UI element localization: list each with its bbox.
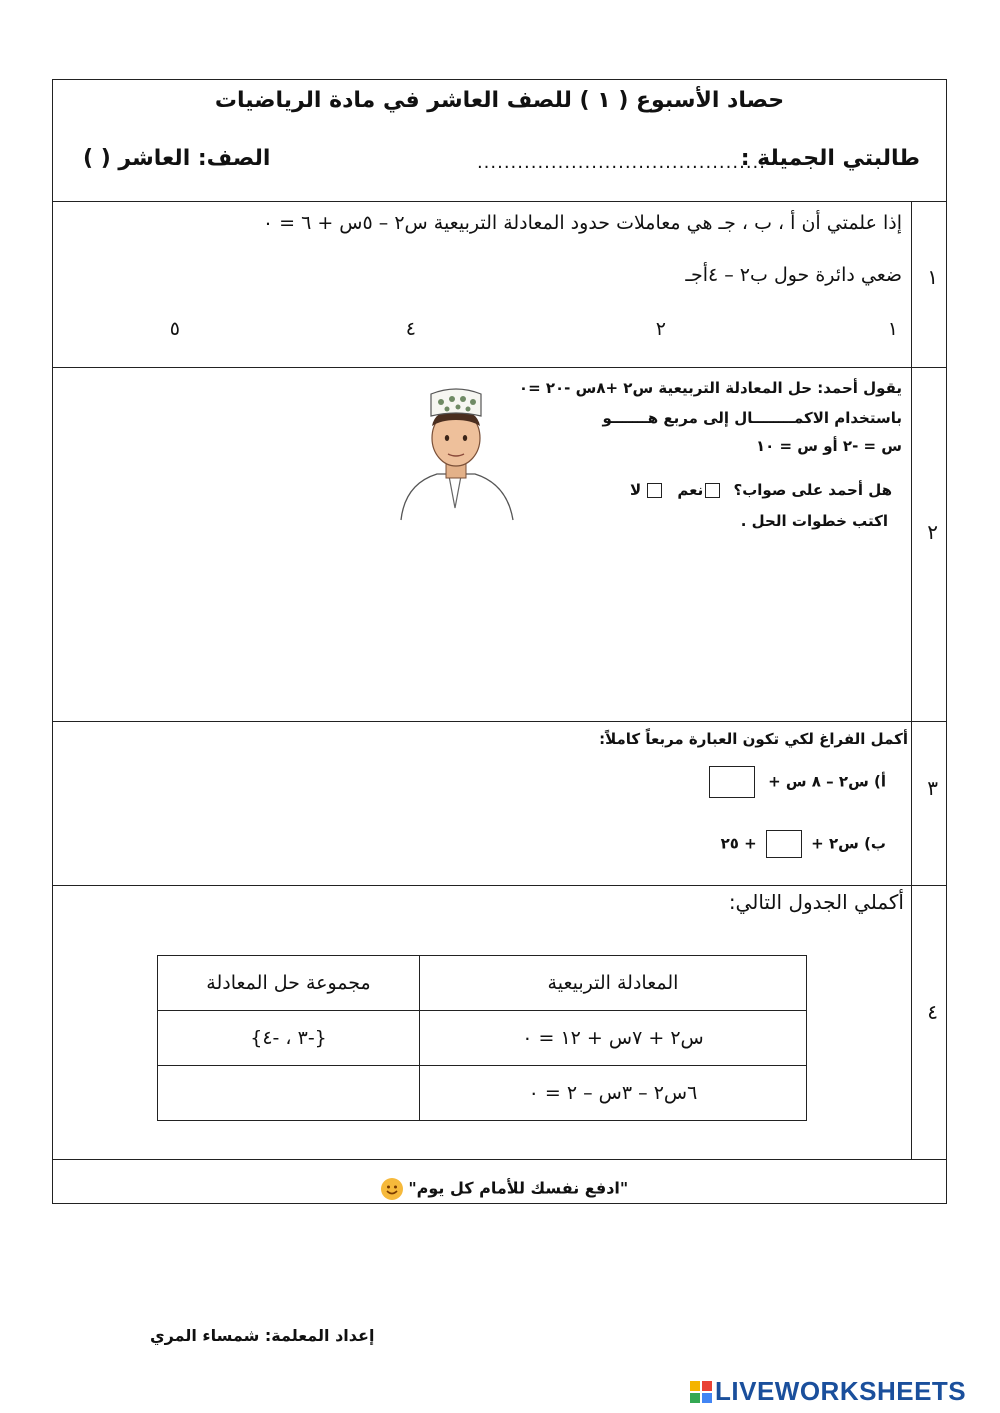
- part-b-expression-start: س٢ +: [811, 834, 859, 853]
- question-2-statement: يقول أحمد: حل المعادلة التربيعية س٢ +٨س -٢٠ =٠: [518, 379, 902, 397]
- part-a-answer-box[interactable]: [709, 766, 755, 798]
- teacher-credit: إعداد المعلمة: شمساء المري: [150, 1326, 375, 1345]
- question-1-instruction: ضعي دائرة حول ب٢ – ٤أجـ: [685, 264, 902, 286]
- part-b-label: ب): [864, 834, 886, 853]
- divider: [53, 1159, 946, 1160]
- question-4-instruction: أكملي الجدول التالي:: [728, 890, 904, 914]
- part-a-label: أ): [874, 772, 886, 791]
- divider: [53, 885, 946, 886]
- worksheet-title: حصاد الأسبوع ( ١ ) للصف العاشر في مادة الرياضيات: [214, 88, 785, 113]
- no-checkbox[interactable]: [647, 483, 662, 498]
- yes-checkbox[interactable]: [705, 483, 720, 498]
- table-cell-answer-input[interactable]: [158, 1066, 420, 1121]
- question-2-question: هل أحمد على صواب؟: [733, 481, 892, 499]
- option-2[interactable]: ٢: [655, 318, 666, 340]
- question-2-instruction: اكتب خطوات الحل .: [740, 512, 888, 530]
- worksheet: [52, 79, 947, 1204]
- question-number-4: ٤: [927, 1000, 938, 1024]
- liveworksheets-logo-icon: [690, 1381, 712, 1403]
- table-cell-equation: س٢ + ٧س + ١٢ = ٠: [420, 1011, 807, 1066]
- part-b-expression-end: + ٢٥: [720, 834, 757, 853]
- brand-logo[interactable]: [690, 1376, 966, 1407]
- table-header-row: [158, 956, 807, 1011]
- part-b-answer-box[interactable]: [766, 830, 802, 858]
- brand-name: LIVEWORKSHEETS: [715, 1376, 967, 1406]
- table-header: مجموعة حل المعادلة: [158, 956, 420, 1011]
- divider: [53, 201, 946, 202]
- table-header: المعادلة التربيعية: [420, 956, 807, 1011]
- divider: [53, 367, 946, 368]
- table-cell-equation: ٦س٢ – ٣س – ٢ = ٠: [420, 1066, 807, 1121]
- table-row: [158, 1011, 807, 1066]
- question-3-part-b: [721, 830, 886, 858]
- option-1[interactable]: ١: [887, 318, 898, 340]
- quote-text: "ادفع نفسك للأمام كل يوم": [408, 1178, 629, 1198]
- student-name-line[interactable]: ...........................................: [476, 152, 766, 173]
- question-number-2: ٢: [927, 520, 938, 544]
- question-3-instruction: أكمل الفراغ لكي تكون العبارة مربعاً كاملاً:: [599, 730, 908, 748]
- student-avatar-illustration: [391, 380, 521, 522]
- question-3-part-a: [709, 766, 886, 798]
- yes-label: نعم: [677, 481, 704, 499]
- divider: [53, 721, 946, 722]
- question-2-check: [630, 481, 892, 499]
- question-1-text: إذا علمتي أن أ ، ب ، جـ هي معاملات حدود المعادلة التربيعية س٢ – ٥س + ٦ = ٠: [262, 212, 902, 234]
- grade-label: الصف: العاشر ( ): [83, 146, 271, 171]
- no-label: لا: [629, 481, 642, 499]
- number-column-divider: [911, 201, 912, 1159]
- table-row: [158, 1066, 807, 1121]
- question-2-method: باستخدام الاكمــــــــال إلى مربع هـــــــو: [602, 409, 902, 427]
- smiley-icon: [381, 1178, 403, 1200]
- part-a-expression: س٢ – ٨ س +: [768, 772, 869, 791]
- completion-table: [157, 955, 807, 1121]
- student-label: طالبتي الجميلة :: [740, 146, 920, 171]
- question-number-3: ٣: [927, 776, 938, 800]
- option-5[interactable]: ٥: [169, 318, 180, 340]
- table-cell-solution: {-٣ ، -٤}: [158, 1011, 420, 1066]
- question-2-answer: س = -٢ أو س = ١٠: [755, 437, 902, 455]
- option-4[interactable]: ٤: [405, 318, 416, 340]
- question-number-1: ١: [927, 265, 938, 289]
- motivational-quote: [53, 1178, 946, 1200]
